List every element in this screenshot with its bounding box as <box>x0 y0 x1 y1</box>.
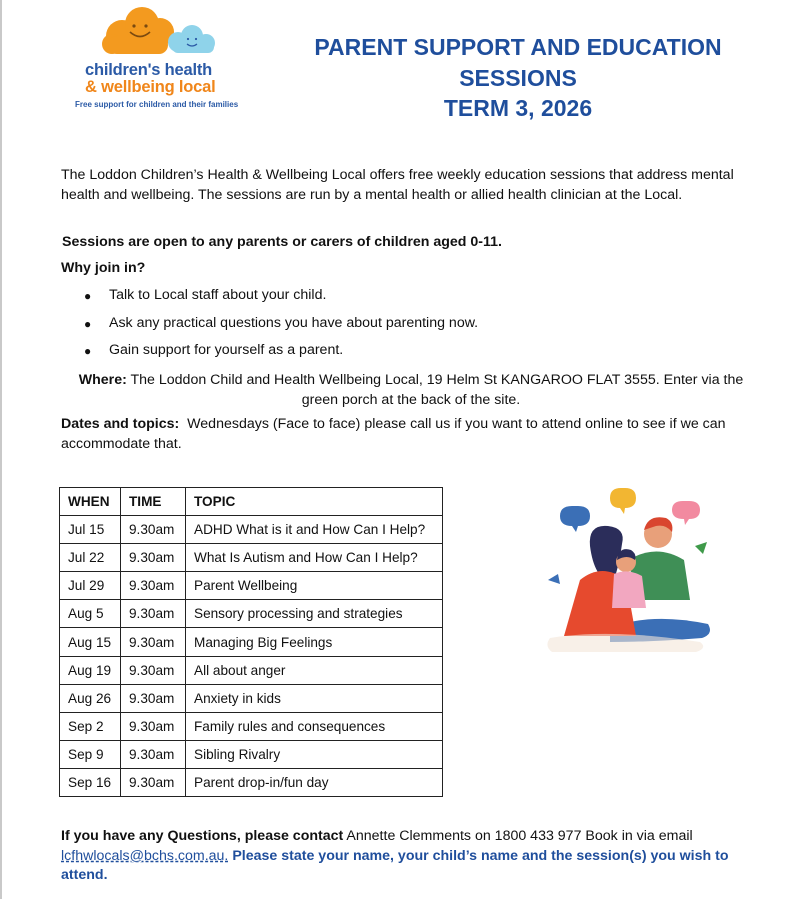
table-row <box>60 740 443 768</box>
cell-date: Jul 22 <box>60 544 121 572</box>
page-left-border <box>0 0 2 899</box>
contact-paragraph <box>61 827 766 886</box>
title-line-3: TERM 3, 2026 <box>443 95 593 121</box>
dates-label: Dates and topics: <box>61 416 180 432</box>
cell-date: Aug 15 <box>60 628 121 656</box>
logo-tagline: Free support for children and their families <box>75 100 239 109</box>
intro-paragraph: The Loddon Children’s Health & Wellbeing Local offers free weekly education sessions that address mental health and wellbeing. The sessions are run by a mental health or allied health clinician at the Local. <box>61 167 734 203</box>
cell-date: Aug 5 <box>60 600 121 628</box>
contact-lead: If you have any Questions, please contact <box>61 828 344 844</box>
location-paragraph <box>66 371 756 410</box>
cell-topic: Parent drop-in/fun day <box>186 768 443 796</box>
cell-time: 9.30am <box>121 628 186 656</box>
benefits-list <box>84 287 478 370</box>
list-item-text: Talk to Local staff about your child. <box>109 287 327 303</box>
table-row <box>60 516 443 544</box>
why-join-heading: Why join in? <box>61 260 146 276</box>
logo-text-line2: & wellbeing local <box>85 78 216 96</box>
cell-date: Sep 16 <box>60 768 121 796</box>
cell-date: Aug 19 <box>60 656 121 684</box>
dates-paragraph <box>61 415 751 454</box>
list-item-text: Gain support for yourself as a parent. <box>109 342 344 359</box>
header-when: WHEN <box>60 488 121 516</box>
cell-date: Aug 26 <box>60 684 121 712</box>
cell-date: Sep 9 <box>60 740 121 768</box>
list-item <box>84 287 478 315</box>
table-row <box>60 712 443 740</box>
cell-topic: ADHD What is it and How Can I Help? <box>186 516 443 544</box>
cell-topic: Anxiety in kids <box>186 684 443 712</box>
cell-topic: Sensory processing and strategies <box>186 600 443 628</box>
email-link[interactable]: lcfhwlocals@bchs.com.au. <box>61 847 229 864</box>
cell-time: 9.30am <box>121 600 186 628</box>
logo <box>72 6 252 109</box>
table-row <box>60 572 443 600</box>
cell-topic: Parent Wellbeing <box>186 572 443 600</box>
table-row <box>60 628 443 656</box>
title-line-2: SESSIONS <box>459 64 577 91</box>
cloud-logo-icon <box>100 6 220 60</box>
bullet-icon: ● <box>84 344 92 359</box>
cell-time: 9.30am <box>121 544 186 572</box>
cell-topic: Family rules and consequences <box>186 712 443 740</box>
where-label: Where: <box>78 372 127 388</box>
bullet-icon: ● <box>84 289 92 303</box>
header-topic: TOPIC <box>186 488 443 516</box>
title-line-1: PARENT SUPPORT AND EDUCATION <box>314 34 722 60</box>
cell-date: Jul 15 <box>60 516 121 544</box>
table-row <box>60 656 443 684</box>
cell-time: 9.30am <box>121 740 186 768</box>
table-row <box>60 768 443 796</box>
cell-topic: Sibling Rivalry <box>186 740 443 768</box>
eligibility-statement: Sessions are open to any parents or carers of children aged 0-11. <box>62 234 502 250</box>
table-row <box>60 600 443 628</box>
where-text: The Loddon Child and Health Wellbeing Local, 19 Helm St KANGAROO FLAT 3555. Enter via the green porch at the back of the site. <box>130 372 744 408</box>
table-header-row <box>60 488 443 516</box>
family-illustration <box>540 488 720 668</box>
table-row <box>60 544 443 572</box>
cell-time: 9.30am <box>121 712 186 740</box>
cell-topic: What Is Autism and How Can I Help? <box>186 544 443 572</box>
cell-topic: Managing Big Feelings <box>186 628 443 656</box>
cell-topic: All about anger <box>186 656 443 684</box>
cell-time: 9.30am <box>121 768 186 796</box>
table-row <box>60 684 443 712</box>
cell-date: Jul 29 <box>60 572 121 600</box>
list-item <box>84 342 478 370</box>
logo-text-line1: children's health <box>85 61 213 79</box>
dates-text: Wednesdays (Face to face) please call us if you want to attend online to see if we can accommodate that. <box>61 416 726 452</box>
schedule-table <box>59 487 443 797</box>
cell-time: 9.30am <box>121 684 186 712</box>
bullet-icon: ● <box>84 316 92 331</box>
cell-date: Sep 2 <box>60 712 121 740</box>
booking-request: Please state your name, your child’s name and the session(s) you wish to attend. <box>61 847 729 883</box>
list-item-text: Ask any practical questions you have about parenting now. <box>109 314 479 331</box>
contact-details: Annette Clemments on 1800 433 977 Book in via email <box>343 828 693 844</box>
list-item <box>84 315 478 343</box>
cell-time: 9.30am <box>121 656 186 684</box>
cell-time: 9.30am <box>121 572 186 600</box>
header-time: TIME <box>121 488 186 516</box>
page-title <box>286 32 750 124</box>
cell-time: 9.30am <box>121 516 186 544</box>
